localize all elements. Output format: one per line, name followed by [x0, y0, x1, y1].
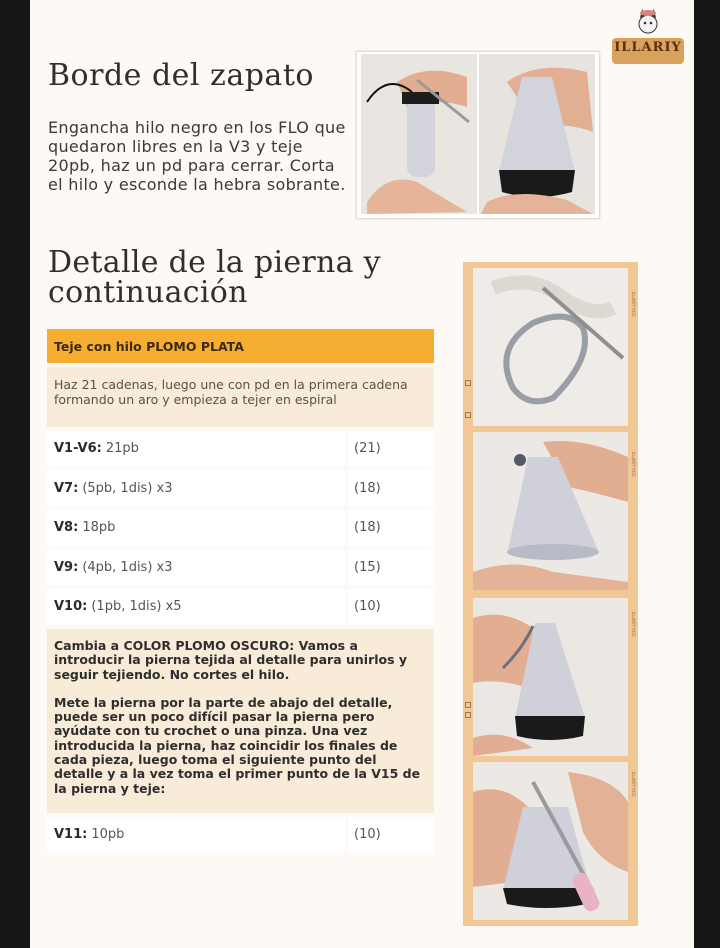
row-label: V9:	[54, 559, 79, 575]
row-count: (15)	[348, 549, 434, 585]
grey-bell-photo	[473, 432, 628, 590]
row-instruction	[47, 431, 345, 467]
row-count: (18)	[348, 470, 434, 506]
row-instruction	[47, 470, 345, 506]
right-dark-margin	[694, 0, 720, 948]
row-label: V1-V6:	[54, 441, 102, 457]
leg-title-line2: continuación	[48, 275, 248, 310]
row-instruction	[47, 510, 345, 546]
row-instruction	[47, 817, 345, 853]
strip-side-text: ILLARIY ROS	[631, 292, 636, 317]
cat-logo-icon	[634, 6, 662, 36]
row-label: V8:	[54, 520, 79, 536]
leg-title-line1: Detalle de la pierna y	[48, 245, 381, 280]
strip-side-text: ILLARIY ROS	[631, 772, 636, 797]
intro-instructions: Haz 21 cadenas, luego une con pd en la primera cadena formando un aro y empieza a tejer en espiral	[47, 367, 434, 427]
row-count: (21)	[348, 431, 434, 467]
row-count: (10)	[348, 817, 434, 853]
row-instruction	[47, 589, 345, 625]
table-row	[47, 431, 434, 467]
row-label: V11:	[54, 827, 88, 843]
strip-hole	[465, 380, 471, 386]
row-text: 21pb	[105, 441, 139, 457]
row-instruction	[47, 549, 345, 585]
left-dark-margin	[0, 0, 30, 948]
strip-side-text: ILLARIY ROS	[631, 452, 636, 477]
bell-black-rim-photo	[473, 598, 628, 756]
row-label: V10:	[54, 599, 88, 615]
note-paragraph-2: Mete la pierna por la parte de abajo del detalle, puede ser un poco difícil pasar la pierna pero ayúdate con tu crochet o una pinza. Una vez introducida la pierna, haz coincidir los finales de cada pieza, luego toma el siguiente punto del detalle y a la vez toma el primer punto de la V15 de la pierna y teje:	[54, 694, 421, 796]
row-text: 18pb	[82, 520, 116, 536]
shoe-section-paragraph: Engancha hilo negro en los FLO que quedaron libres en la V3 y teje 20pb, haz un pd para cerrar. Corta el hilo y esconde la hebra sobrante.	[48, 118, 346, 194]
table-row	[47, 589, 434, 625]
pattern-table	[47, 329, 434, 853]
note-paragraph-1: Cambia a COLOR PLOMO OSCURO: Vamos a introducir la pierna tejida al detalle para unirlos y seguir tejiendo. No cortes el hilo.	[54, 637, 408, 682]
brand-logo	[610, 4, 686, 70]
color-change-note	[47, 629, 434, 813]
strip-side-text: ILLARIY ROS	[631, 612, 636, 637]
table-row	[47, 470, 434, 506]
row-count: (10)	[348, 589, 434, 625]
logo-text: ILLARIY	[614, 40, 682, 55]
chain-ring-photo	[473, 268, 628, 426]
row-count: (18)	[348, 510, 434, 546]
row-text: 10pb	[91, 827, 125, 843]
progress-photo-strip	[463, 262, 638, 926]
table-row	[47, 549, 434, 585]
shoe-crochet-photo	[357, 52, 599, 218]
shoe-section-title: Borde del zapato	[48, 58, 314, 93]
hook-in-shoe-photo	[473, 762, 628, 920]
row-text: (5pb, 1dis) x3	[82, 480, 173, 496]
strip-hole	[465, 712, 471, 718]
table-row	[47, 510, 434, 546]
table-row	[47, 817, 434, 853]
yarn-color-header: Teje con hilo PLOMO PLATA	[47, 329, 434, 363]
shoe-photo-pair	[356, 51, 600, 219]
leg-section-title	[48, 245, 381, 310]
row-label: V7:	[54, 480, 79, 496]
row-text: (1pb, 1dis) x5	[91, 599, 182, 615]
strip-hole	[465, 702, 471, 708]
strip-hole	[465, 412, 471, 418]
row-text: (4pb, 1dis) x3	[82, 559, 173, 575]
